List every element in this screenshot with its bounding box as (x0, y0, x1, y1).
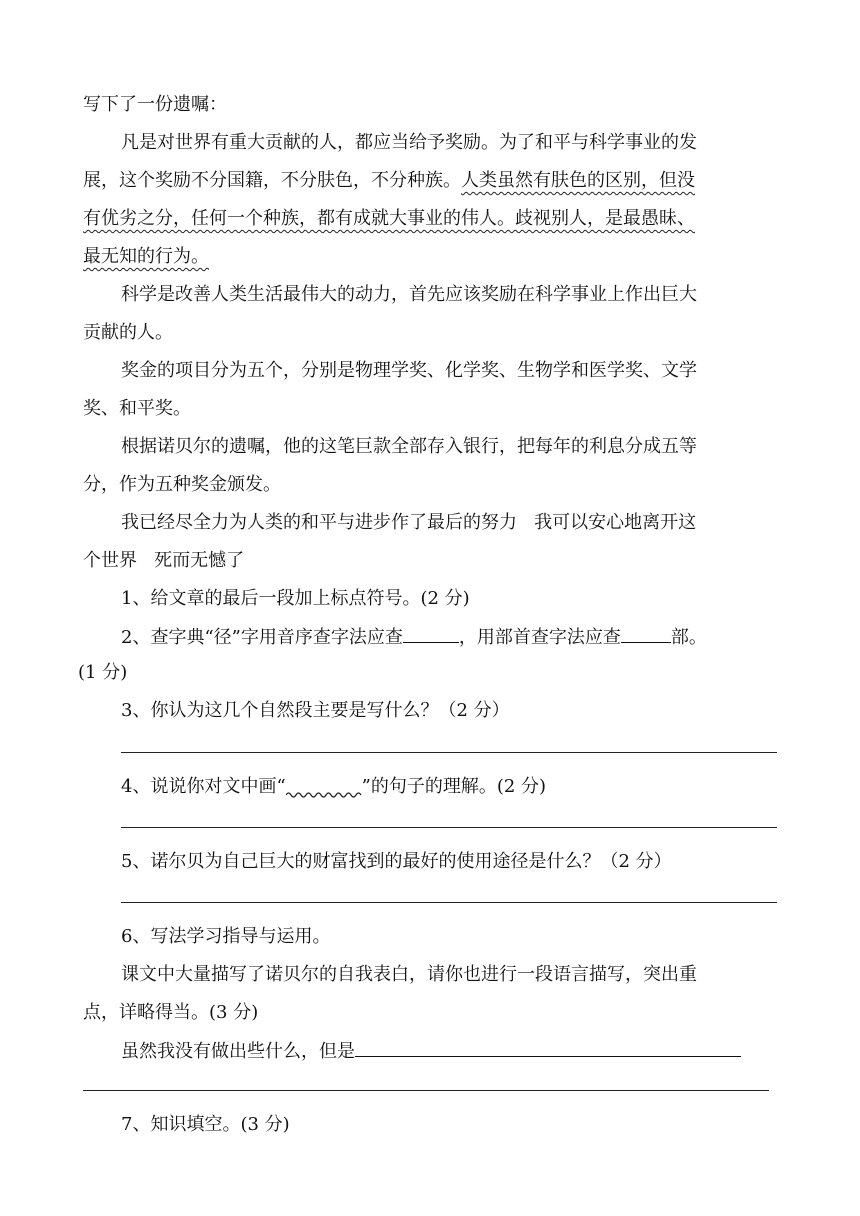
passage-intro: 写下了一份遗嘱： (83, 94, 227, 115)
question-6: 6、写法学习指导与运用。 (121, 926, 331, 947)
answer-line-q5[interactable] (121, 902, 777, 903)
question-6-prompt (121, 1038, 741, 1064)
paragraph-5-line-2: 个世界 死而无憾了 (83, 550, 245, 571)
paragraph-3-line-2: 奖、和平奖。 (83, 398, 191, 419)
wavy-underlined-sentence: 最无知的行为。 (83, 246, 209, 267)
paragraph-5-line-1: 我已经尽全力为人类的和平与进步作了最后的努力 我可以安心地离开这 (121, 512, 697, 533)
wavy-underlined-sentence: 人类虽然有肤色的区别，但没 (461, 170, 695, 191)
wavy-underlined-sentence: 有优劣之分，任何一个种族，都有成就大事业的伟人。歧视别人，是最愚昧、 (83, 208, 695, 229)
paragraph-1-line-1: 凡是对世界有重大贡献的人，都应当给予奖励。为了和平与科学事业的发 (121, 132, 697, 153)
question-6-instruction-line-2: 点，详略得当。(3 分) (83, 1002, 259, 1023)
answer-line-q6[interactable] (83, 1090, 769, 1091)
question-4-text-b: ”的句子的理解。(2 分) (361, 776, 547, 797)
wavy-line-icon (286, 786, 362, 798)
yinxu-blank[interactable] (403, 624, 459, 643)
question-2-text-b: ，用部首查字法应查 (458, 627, 621, 648)
question-3: 3、你认为这几个自然段主要是写什么？（2 分） (121, 700, 510, 721)
paragraph-1-line-4 (83, 244, 209, 270)
writing-blank[interactable] (355, 1038, 741, 1057)
paragraph-1-plain-text: 展，这个奖励不分国籍，不分肤色，不分种族。 (83, 170, 461, 191)
paragraph-4-line-1: 根据诺贝尔的遗嘱，他的这笔巨款全部存入银行，把每年的利息分成五等 (121, 436, 697, 457)
question-2-score: (1 分) (78, 662, 128, 683)
answer-line-q4[interactable] (121, 827, 777, 828)
question-2 (121, 624, 707, 650)
question-6-prompt-text: 虽然我没有做出些什么，但是 (121, 1041, 355, 1062)
paragraph-1-line-2 (83, 168, 695, 194)
paragraph-2-line-1: 科学是改善人类生活最伟大的动力，首先应该奖励在科学事业上作出巨大 (121, 284, 697, 305)
answer-line-q3[interactable] (121, 752, 777, 753)
paragraph-3-line-1: 奖金的项目分为五个，分别是物理学奖、化学奖、生物学和医学奖、文学 (121, 360, 697, 381)
question-4 (121, 774, 546, 800)
paragraph-1-line-3 (83, 206, 695, 232)
question-2-text-a: 2、查字典“径”字用音序查字法应查 (121, 627, 403, 648)
question-4-text-a: 4、说说你对文中画“ (121, 776, 286, 797)
question-2-text-c: 部。 (670, 627, 707, 648)
question-1: 1、给文章的最后一段加上标点符号。(2 分) (121, 588, 470, 609)
bushou-blank[interactable] (621, 624, 671, 643)
question-6-instruction-line-1: 课文中大量描写了诺贝尔的自我表白，请你也进行一段语言描写，突出重 (121, 964, 697, 985)
question-5: 5、诺尔贝为自己巨大的财富找到的最好的使用途径是什么？（2 分） (121, 851, 672, 872)
paragraph-4-line-2: 分，作为五种奖金颁发。 (83, 474, 281, 495)
question-7: 7、知识填空。(3 分) (121, 1114, 290, 1135)
paragraph-2-line-2: 贡献的人。 (83, 322, 173, 343)
